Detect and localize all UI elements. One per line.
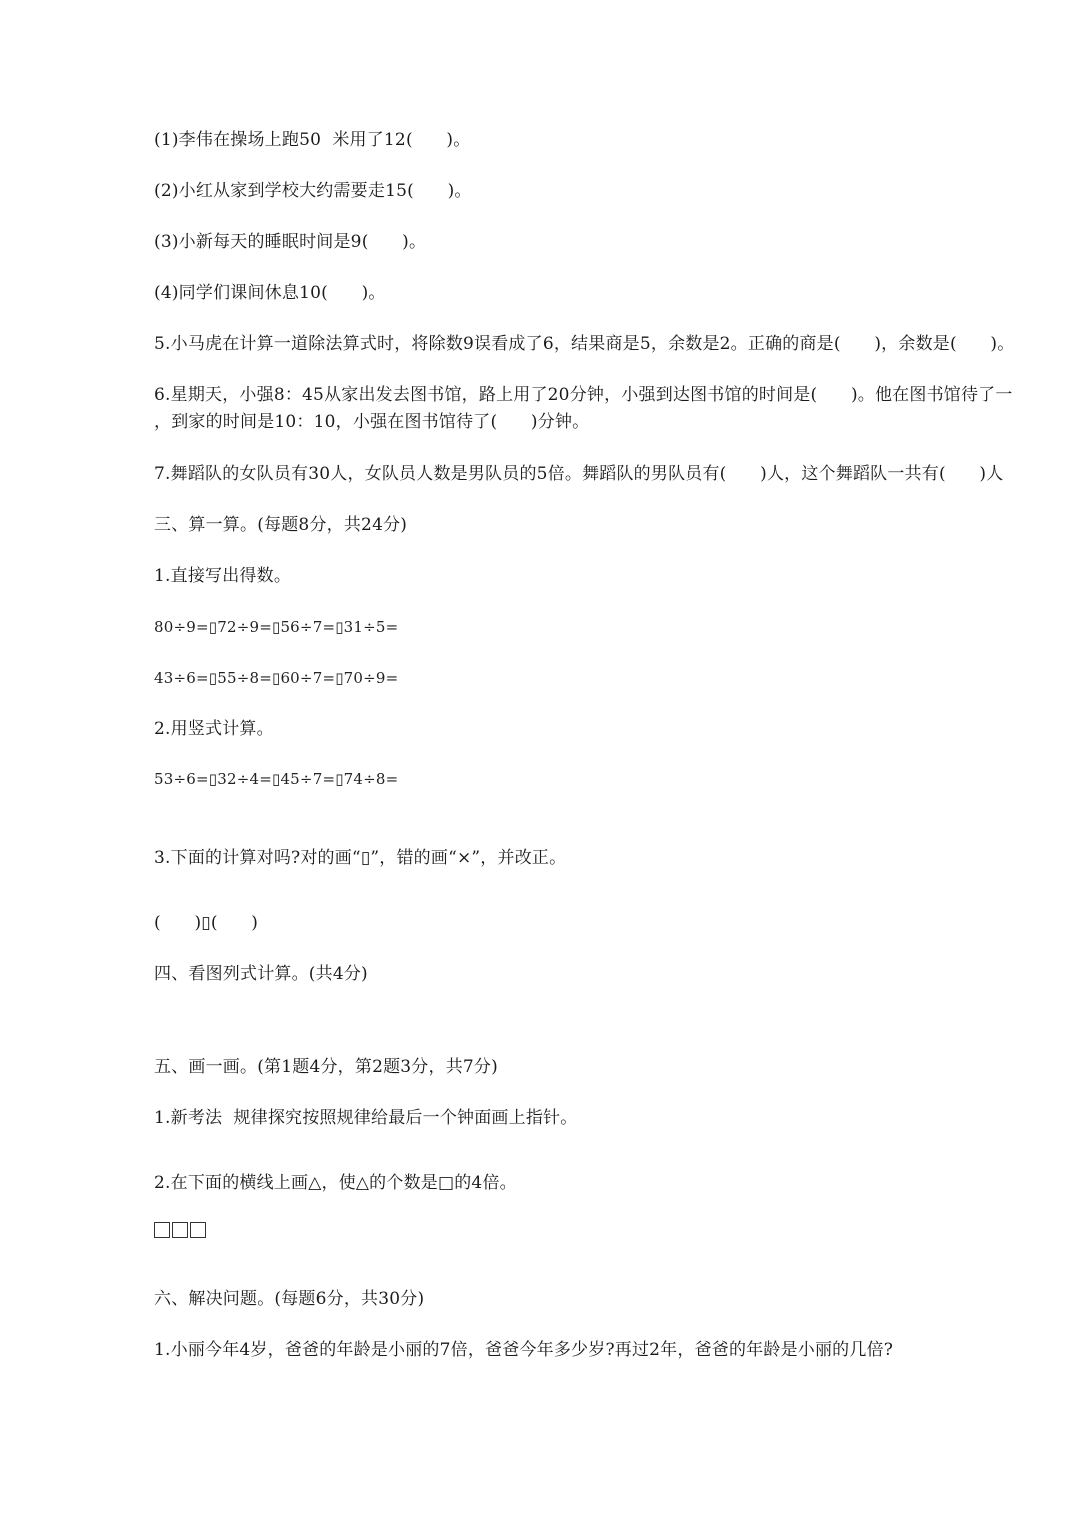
calc-row-1: 80÷9=▯72÷9=▯56÷7=▯31÷5= <box>154 618 399 636</box>
calc-row-3: 53÷6=▯32÷4=▯45÷7=▯74÷8= <box>154 770 399 788</box>
section-5-heading: 五、画一画。(第1题4分，第2题3分，共7分) <box>154 1057 498 1077</box>
calc-row-2: 43÷6=▯55÷8=▯60÷7=▯70÷9= <box>154 669 399 687</box>
section-4-heading: 四、看图列式计算。(共4分) <box>154 964 368 984</box>
section-3-sub-1: 1.直接写出得数。 <box>154 566 292 586</box>
square-shape <box>190 1222 206 1238</box>
square-shapes <box>154 1222 206 1238</box>
section-3-sub-2: 2.用竖式计算。 <box>154 719 274 739</box>
q4-item-4: (4)同学们课间休息10( )。 <box>154 283 386 303</box>
q4-item-3: (3)小新每天的睡眠时间是9( )。 <box>154 232 427 252</box>
question-6-line-1: 6.星期天，小强8：45从家出发去图书馆，路上用了20分钟，小强到达图书馆的时间是( )。他在图书馆待了一 <box>154 385 1013 405</box>
square-shape <box>172 1222 188 1238</box>
question-7: 7.舞蹈队的女队员有30人，女队员人数是男队员的5倍。舞蹈队的男队员有( )人，这个舞蹈队一共有( )人 <box>154 464 1004 484</box>
question-5: 5.小马虎在计算一道除法算式时，将除数9误看成了6，结果商是5，余数是2。正确的商是( )，余数是( )。 <box>154 334 1015 354</box>
check-answer-blanks: ( )▯( ) <box>154 913 259 933</box>
q4-item-1: (1)李伟在操场上跑50 米用了12( )。 <box>154 130 471 150</box>
q4-item-2: (2)小红从家到学校大约需要走15( )。 <box>154 181 472 201</box>
section-3-heading: 三、算一算。(每题8分，共24分) <box>154 515 408 535</box>
section-6-heading: 六、解决问题。(每题6分，共30分) <box>154 1289 425 1309</box>
section-5-sub-1: 1.新考法 规律探究按照规律给最后一个钟面画上指针。 <box>154 1108 578 1128</box>
section-3-sub-3: 3.下面的计算对吗?对的画“▯”，错的画“×”，并改正。 <box>154 848 567 868</box>
section-6-sub-1: 1.小丽今年4岁，爸爸的年龄是小丽的7倍，爸爸今年多少岁?再过2年，爸爸的年龄是小丽的几倍? <box>154 1340 894 1360</box>
question-6-line-2: ，到家的时间是10：10，小强在图书馆待了( )分钟。 <box>154 412 590 432</box>
section-5-sub-2: 2.在下面的横线上画△，使△的个数是□的4倍。 <box>154 1173 517 1193</box>
square-shape <box>154 1222 170 1238</box>
